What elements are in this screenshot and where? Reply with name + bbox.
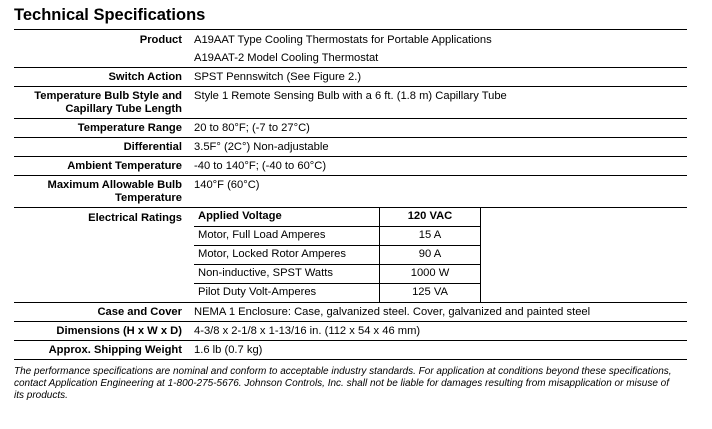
spec-label: Temperature Range xyxy=(14,119,188,138)
footer-rule xyxy=(14,359,687,360)
spec-row-differential xyxy=(14,138,687,157)
electrical-item-name: Non-inductive, SPST Watts xyxy=(194,265,380,284)
spec-value: SPST Pennswitch (See Figure 2.) xyxy=(188,68,687,87)
spec-row-max-bulb-temperature xyxy=(14,176,687,208)
table-row xyxy=(194,246,481,265)
spec-label: Electrical Ratings xyxy=(14,208,188,303)
spec-row-switch-action xyxy=(14,68,687,87)
spec-value-line: A19AAT Type Cooling Thermostats for Portable Applications xyxy=(194,34,492,46)
spec-label: Product xyxy=(14,31,188,68)
electrical-item-name: Pilot Duty Volt-Amperes xyxy=(194,284,380,303)
spec-row-case-and-cover xyxy=(14,303,687,322)
electrical-header-name: Applied Voltage xyxy=(194,208,380,227)
spec-label: Ambient Temperature xyxy=(14,157,188,176)
spec-value xyxy=(188,31,687,68)
spec-row-ambient-temperature xyxy=(14,157,687,176)
spec-value: 140°F (60°C) xyxy=(188,176,687,208)
spec-table xyxy=(14,31,687,359)
electrical-item-name: Motor, Locked Rotor Amperes xyxy=(194,246,380,265)
electrical-item-value: 15 A xyxy=(380,227,481,246)
table-row xyxy=(194,284,481,303)
spec-value: 1.6 lb (0.7 kg) xyxy=(194,344,263,356)
spec-label: Temperature Bulb Style and Capillary Tube Length xyxy=(14,87,188,119)
title-rule xyxy=(14,29,687,30)
electrical-header-value: 120 VAC xyxy=(380,208,481,227)
spec-row-product xyxy=(14,31,687,68)
spec-label: Switch Action xyxy=(14,68,188,87)
spec-row-bulb-style xyxy=(14,87,687,119)
spec-row-dimensions xyxy=(14,322,687,341)
spec-label: Approx. Shipping Weight xyxy=(48,344,182,356)
table-row xyxy=(194,265,481,284)
spec-value: NEMA 1 Enclosure: Case, galvanized steel. Cover, galvanized and painted steel xyxy=(188,303,687,322)
spec-value: 20 to 80°F; (-7 to 27°C) xyxy=(188,119,687,138)
spec-value xyxy=(188,208,687,303)
spec-value-line: A19AAT-2 Model Cooling Thermostat xyxy=(194,52,379,64)
electrical-header-row xyxy=(194,208,481,227)
page-title: Technical Specifications xyxy=(14,6,206,24)
spec-value: -40 to 140°F; (-40 to 60°C) xyxy=(188,157,687,176)
spec-row-shipping-weight xyxy=(14,341,687,360)
spec-value: 4-3/8 x 2-1/8 x 1-13/16 in. (112 x 54 x 46 mm) xyxy=(188,322,687,341)
spec-label: Differential xyxy=(14,138,188,157)
spec-row-temperature-range xyxy=(14,119,687,138)
spec-label: Maximum Allowable Bulb Temperature xyxy=(14,176,188,208)
electrical-item-value: 90 A xyxy=(380,246,481,265)
electrical-item-name: Motor, Full Load Amperes xyxy=(194,227,380,246)
spec-label: Case and Cover xyxy=(14,303,188,322)
spec-label: Dimensions (H x W x D) xyxy=(14,322,188,341)
spec-row-electrical-ratings xyxy=(14,208,687,303)
footnote: The performance specifications are nominal and conform to acceptable industry standards. For application at conditions beyond these specifications, contact Application Engineering at 1-800-275-5676. Johnson Controls, Inc. shall not be liable for damages resulting from misapplication or misuse of its products. xyxy=(14,366,672,401)
electrical-ratings-table xyxy=(194,208,481,302)
electrical-item-value: 125 VA xyxy=(380,284,481,303)
electrical-item-value: 1000 W xyxy=(380,265,481,284)
spec-value: Style 1 Remote Sensing Bulb with a 6 ft. (1.8 m) Capillary Tube xyxy=(188,87,687,119)
spec-value: 3.5F° (2C°) Non-adjustable xyxy=(188,138,687,157)
table-row xyxy=(194,227,481,246)
